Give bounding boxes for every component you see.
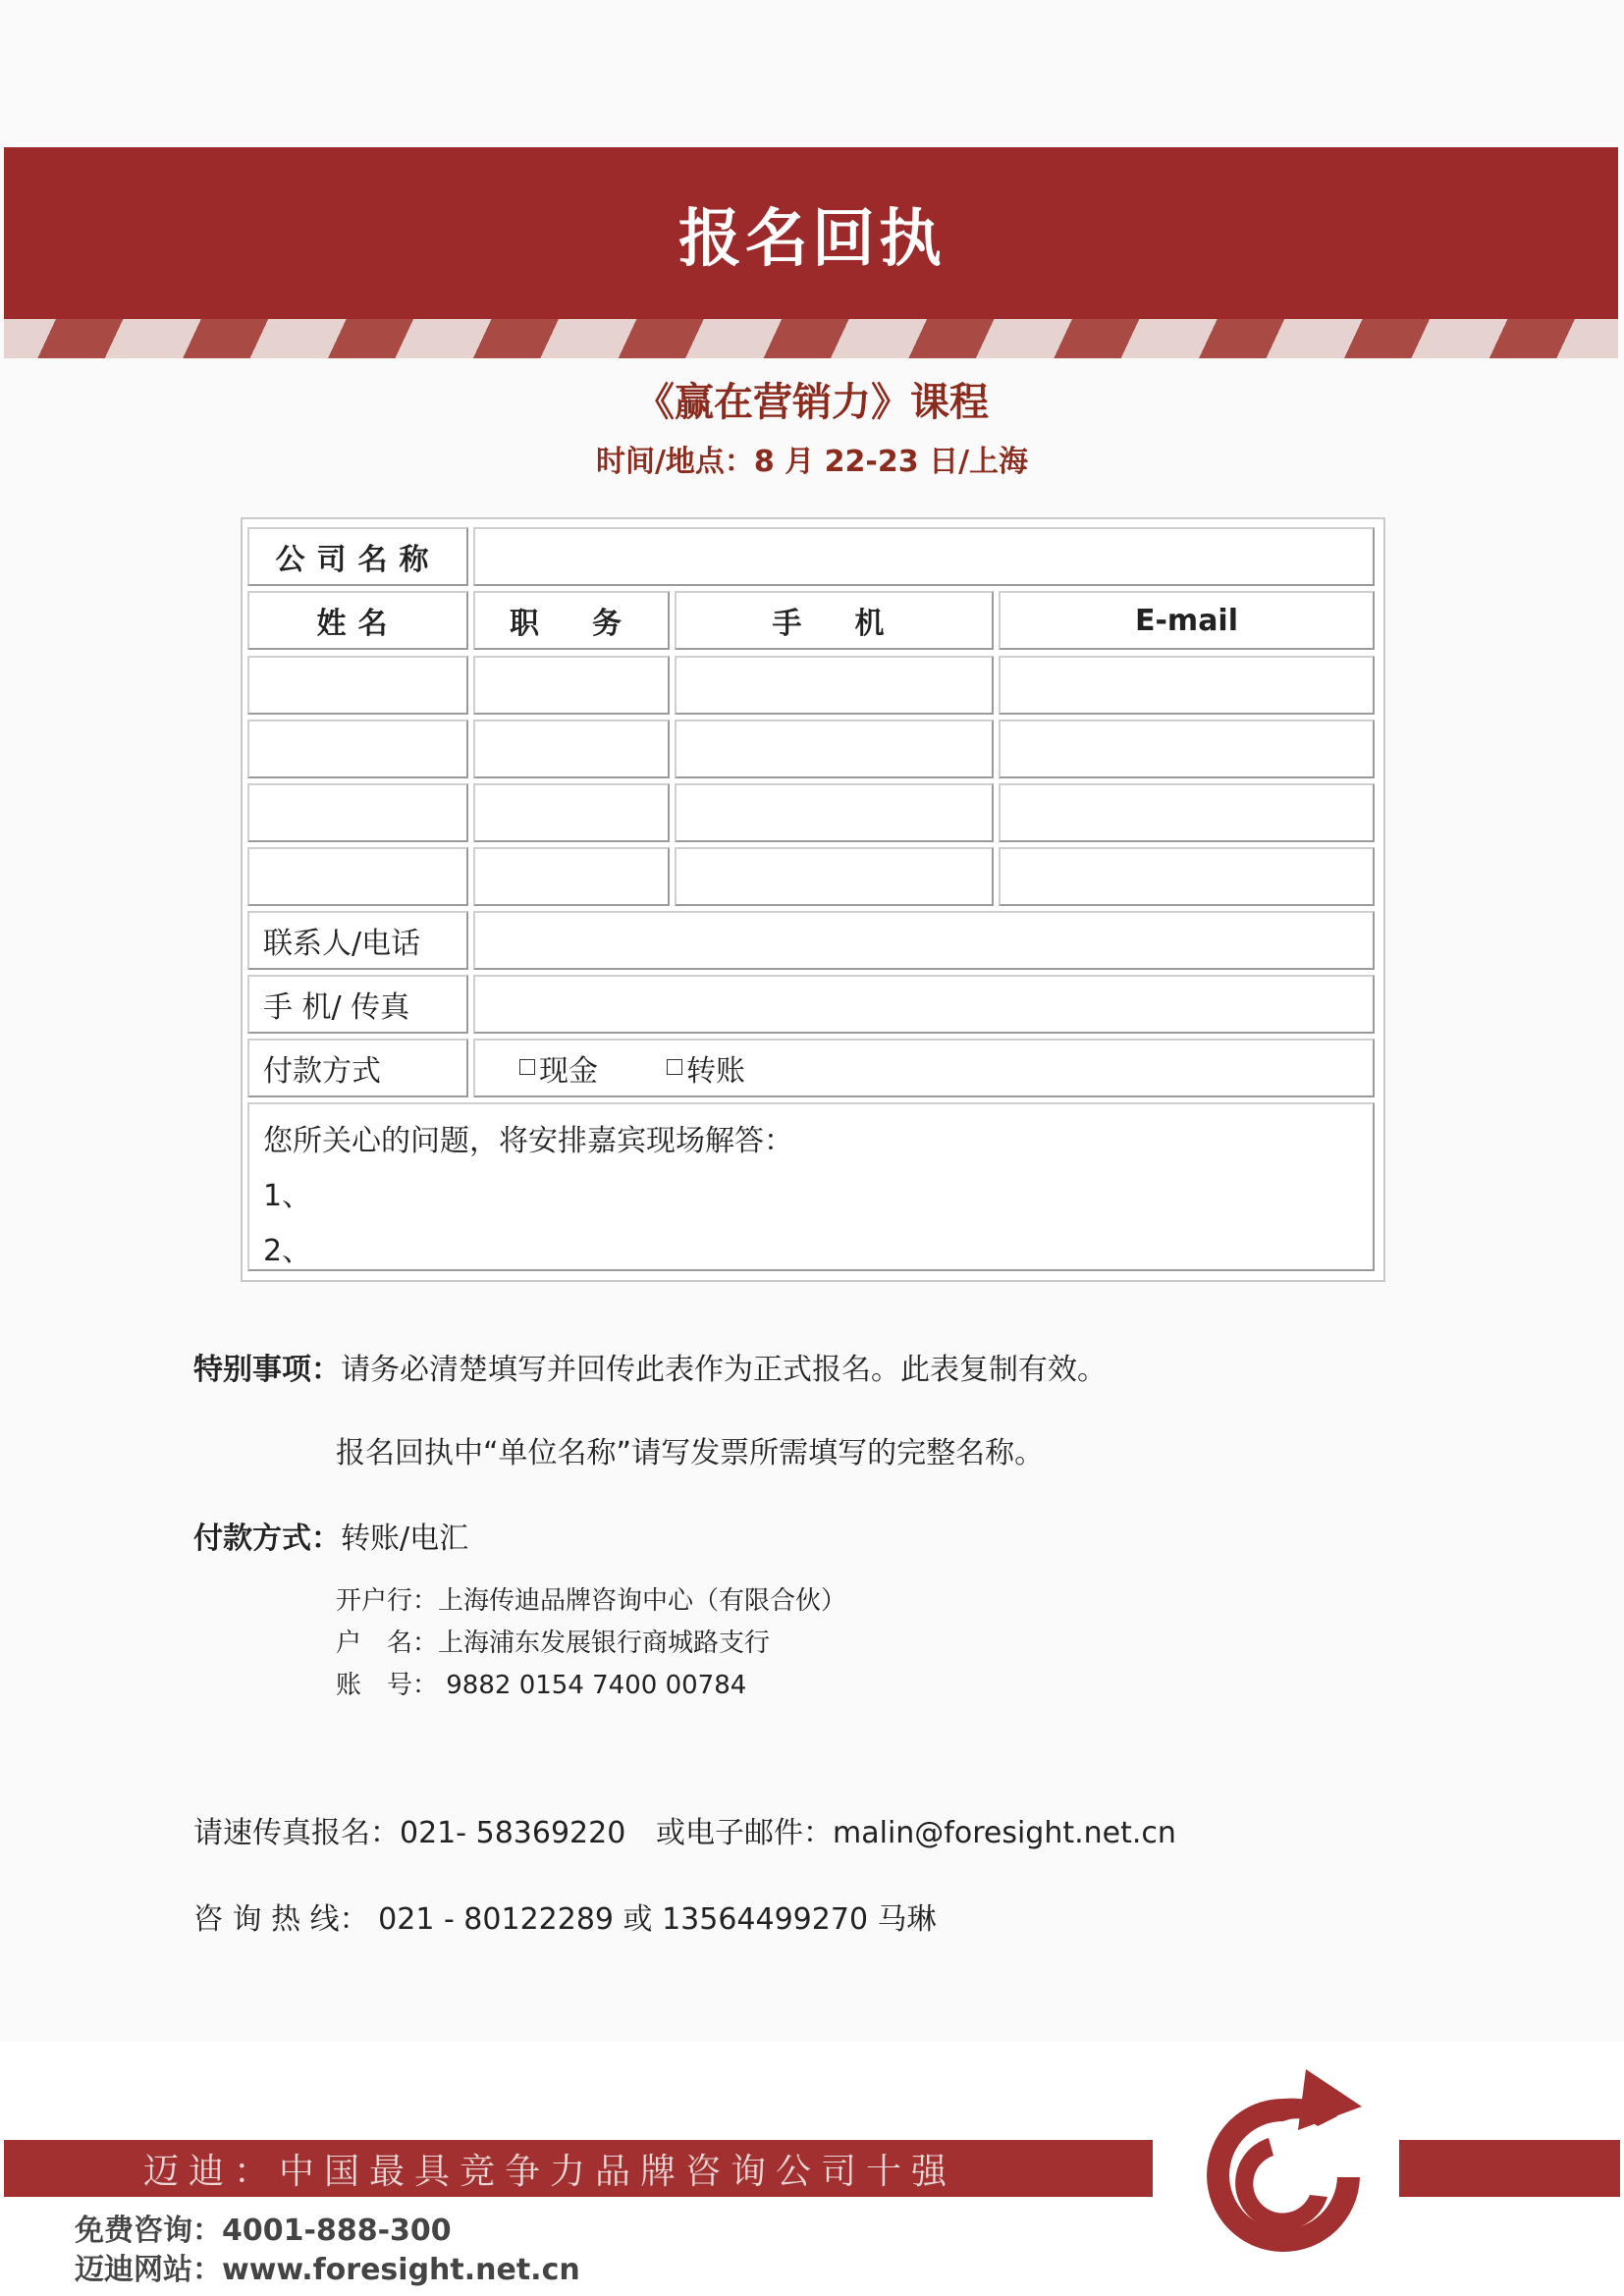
attendee-mobile-input[interactable] xyxy=(675,783,994,842)
bank-account-holder: 开户行：上海传迪品牌咨询中心（有限合伙） xyxy=(336,1586,847,1616)
company-name-input[interactable] xyxy=(473,527,1375,586)
header-stripe xyxy=(4,319,1618,358)
column-header-name: 姓名 xyxy=(247,591,468,650)
attendee-name-input[interactable] xyxy=(247,783,468,842)
consult-hotline: 咨 询 热 线： 021 - 80122289 或 13564499270 马琳 xyxy=(193,1902,937,1937)
free-consult-line: 免费咨询：4001-888-300 xyxy=(75,2214,452,2248)
page-title: 报名回执 xyxy=(678,202,946,276)
mobile-fax-input[interactable] xyxy=(473,975,1375,1034)
circular-arrow-logo-icon xyxy=(1190,2069,1377,2266)
attendee-position-input[interactable] xyxy=(473,656,670,715)
attendee-email-input[interactable] xyxy=(999,656,1375,715)
website-line: 迈迪网站：www.foresight.net.cn xyxy=(75,2253,580,2287)
attendee-position-input[interactable] xyxy=(473,720,670,778)
attendee-email-input[interactable] xyxy=(999,720,1375,778)
question-line-2: 2、 xyxy=(263,1234,312,1268)
course-title: 《赢在营销力》课程 xyxy=(635,380,989,425)
payment-method-note: 付款方式：转账/电汇 xyxy=(193,1522,469,1556)
checkbox-icon[interactable] xyxy=(667,1059,682,1075)
payment-option-transfer[interactable]: 转账 xyxy=(667,1041,745,1095)
checkbox-icon[interactable] xyxy=(519,1059,535,1075)
footer-bar-right xyxy=(1399,2140,1620,2197)
column-header-position: 职 务 xyxy=(473,591,670,650)
question-line-1: 1、 xyxy=(263,1179,312,1213)
attendee-position-input[interactable] xyxy=(473,783,670,842)
special-notes-line-1: 特别事项：请务必清楚填写并回传此表作为正式报名。此表复制有效。 xyxy=(193,1353,1107,1387)
payment-option-cash[interactable]: 现金 xyxy=(519,1041,598,1095)
attendee-name-input[interactable] xyxy=(247,656,468,715)
questions-box[interactable] xyxy=(247,1102,1375,1271)
attendee-email-input[interactable] xyxy=(999,847,1375,906)
bank-name: 户 名：上海浦东发展银行商城路支行 xyxy=(336,1629,771,1658)
fax-registration: 请速传真报名：021- 58369220 xyxy=(193,1816,626,1850)
payment-method-label: 付款方式 xyxy=(247,1039,468,1097)
email-registration: 或电子邮件：malin@foresight.net.cn xyxy=(656,1816,1176,1850)
course-time-location: 时间/地点：8 月 22-23 日/上海 xyxy=(595,445,1029,479)
mobile-fax-label: 手 机/ 传真 xyxy=(247,975,468,1034)
attendee-mobile-input[interactable] xyxy=(675,656,994,715)
special-notes-line-2: 报名回执中“单位名称”请写发票所需填写的完整名称。 xyxy=(336,1436,1045,1470)
column-header-mobile: 手 机 xyxy=(675,591,994,650)
questions-prompt: 您所关心的问题，将安排嘉宾现场解答： xyxy=(263,1124,793,1158)
attendee-mobile-input[interactable] xyxy=(675,847,994,906)
attendee-mobile-input[interactable] xyxy=(675,720,994,778)
column-header-email: E-mail xyxy=(999,591,1375,650)
footer-slogan: 迈迪：中国最具竞争力品牌咨询公司十强 xyxy=(143,2151,957,2192)
company-name-label: 公司名称 xyxy=(247,527,468,586)
attendee-name-input[interactable] xyxy=(247,720,468,778)
attendee-name-input[interactable] xyxy=(247,847,468,906)
bank-account-number: 账 号： 9882 0154 7400 00784 xyxy=(336,1671,747,1700)
attendee-position-input[interactable] xyxy=(473,847,670,906)
payment-options xyxy=(473,1039,1375,1097)
contact-phone-input[interactable] xyxy=(473,911,1375,970)
contact-phone-label: 联系人/电话 xyxy=(247,911,468,970)
attendee-email-input[interactable] xyxy=(999,783,1375,842)
